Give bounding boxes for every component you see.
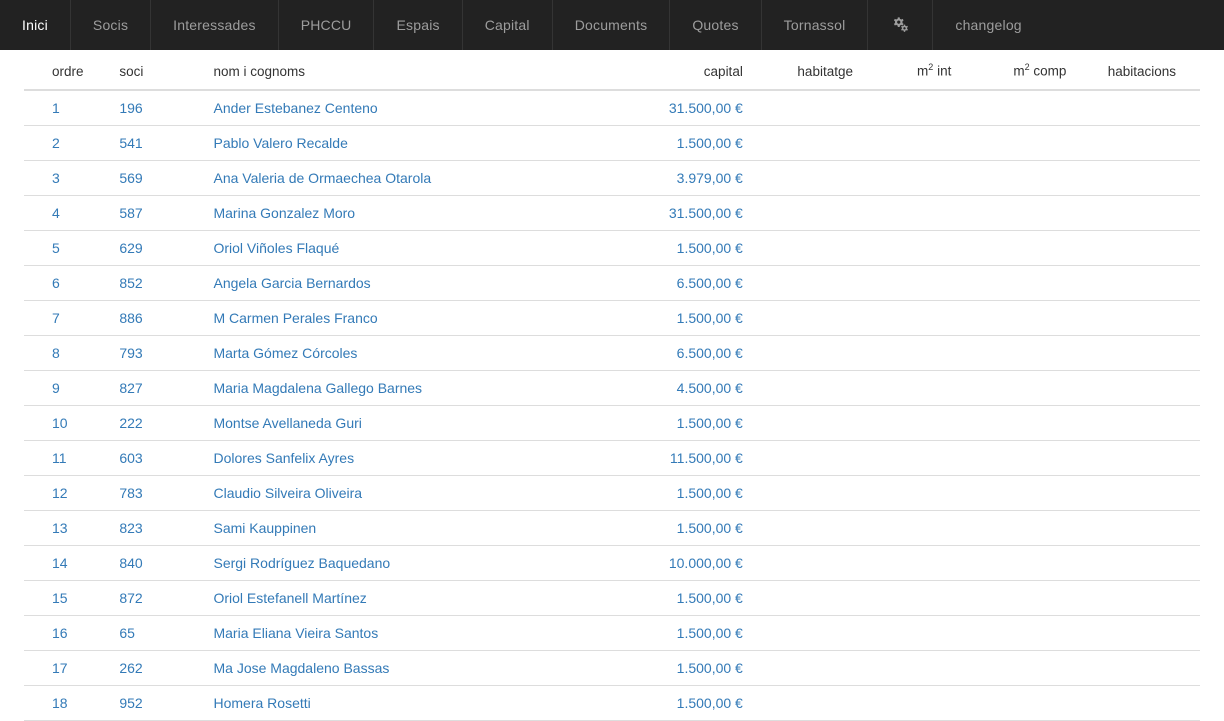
cell-nom — [193, 615, 507, 650]
cell-m2-int — [861, 125, 959, 160]
cell-habitatge — [767, 510, 861, 545]
soci-link[interactable]: M Carmen Perales Franco — [213, 309, 378, 326]
cell-habitacions — [1074, 475, 1200, 510]
cell-habitatge — [767, 230, 861, 265]
soci-link[interactable]: Marta Gómez Córcoles — [213, 344, 358, 361]
cell-nom — [193, 160, 507, 195]
cell-m2-int — [861, 405, 959, 440]
cell-soci: 569 — [99, 160, 193, 195]
table-row[interactable] — [24, 370, 1200, 405]
cell-habitatge — [767, 265, 861, 300]
cell-m2-int — [861, 90, 959, 126]
column-header-m2-comp[interactable] — [959, 50, 1074, 90]
cell-ordre: 2 — [24, 125, 99, 160]
cell-habitatge — [767, 300, 861, 335]
cell-m2-int — [861, 440, 959, 475]
cell-habitacions — [1074, 370, 1200, 405]
soci-link[interactable]: Pablo Valero Recalde — [213, 134, 348, 151]
cell-nom — [193, 475, 507, 510]
cell-habitacions — [1074, 335, 1200, 370]
cell-habitacions — [1074, 650, 1200, 685]
cell-m2-int — [861, 265, 959, 300]
cell-soci: 852 — [99, 265, 193, 300]
cell-soci: 823 — [99, 510, 193, 545]
cell-m2-comp — [959, 580, 1074, 615]
soci-link[interactable]: Oriol Viñoles Flaqué — [213, 239, 340, 256]
cell-m2-int — [861, 475, 959, 510]
soci-link[interactable]: Oriol Estefanell Martínez — [213, 589, 367, 606]
cell-ordre: 8 — [24, 335, 99, 370]
cell-habitacions — [1074, 440, 1200, 475]
nav-item-espais[interactable] — [373, 0, 462, 50]
cell-habitacions — [1074, 265, 1200, 300]
table-header-row — [24, 50, 1200, 90]
cell-soci: 196 — [99, 90, 193, 126]
nav-item-documents[interactable] — [552, 0, 671, 50]
nav-label: Tornassol — [783, 17, 846, 33]
cell-m2-int — [861, 545, 959, 580]
nav-label: Espais — [396, 17, 440, 33]
cell-m2-int — [861, 160, 959, 195]
cell-habitatge — [767, 580, 861, 615]
soci-link[interactable]: Claudio Silveira Oliveira — [213, 484, 363, 501]
column-header-capital[interactable]: capital — [507, 50, 766, 90]
cell-soci: 262 — [99, 650, 193, 685]
cell-habitacions — [1074, 160, 1200, 195]
cell-nom — [193, 265, 507, 300]
cell-ordre: 16 — [24, 615, 99, 650]
cell-soci: 840 — [99, 545, 193, 580]
cell-soci: 65 — [99, 615, 193, 650]
soci-link[interactable]: Sergi Rodríguez Baquedano — [213, 554, 391, 571]
cell-capital: 1.500,00 € — [507, 615, 766, 650]
soci-link[interactable]: Montse Avellaneda Guri — [213, 414, 362, 431]
cell-m2-int — [861, 685, 959, 720]
soci-link[interactable]: Angela Garcia Bernardos — [213, 274, 371, 291]
cell-ordre: 5 — [24, 230, 99, 265]
socis-table — [24, 50, 1200, 721]
soci-link[interactable]: Maria Magdalena Gallego Barnes — [213, 379, 423, 396]
cell-m2-comp — [959, 195, 1074, 230]
cell-ordre: 6 — [24, 265, 99, 300]
cell-habitatge — [767, 685, 861, 720]
cell-ordre: 1 — [24, 90, 99, 126]
column-header-habitatge[interactable]: habitatge — [767, 50, 861, 90]
table-body — [24, 90, 1200, 721]
cell-habitacions — [1074, 300, 1200, 335]
cell-capital: 1.500,00 € — [507, 685, 766, 720]
cell-nom — [193, 650, 507, 685]
nav-label: Inici — [22, 17, 48, 33]
soci-link[interactable]: Sami Kauppinen — [213, 519, 317, 536]
column-header-nom[interactable]: nom i cognoms — [193, 50, 507, 90]
cell-nom — [193, 300, 507, 335]
cell-nom — [193, 510, 507, 545]
cell-capital: 3.979,00 € — [507, 160, 766, 195]
cell-m2-comp — [959, 510, 1074, 545]
cell-habitacions — [1074, 90, 1200, 126]
table-row[interactable] — [24, 650, 1200, 685]
cell-habitacions — [1074, 405, 1200, 440]
cell-m2-int — [861, 650, 959, 685]
cell-capital: 11.500,00 € — [507, 440, 766, 475]
cell-habitatge — [767, 475, 861, 510]
cell-ordre: 7 — [24, 300, 99, 335]
cell-nom — [193, 440, 507, 475]
cell-m2-comp — [959, 440, 1074, 475]
cell-nom — [193, 230, 507, 265]
table-row[interactable] — [24, 300, 1200, 335]
nav-item-changelog[interactable] — [932, 0, 1043, 50]
m2-comp-suffix: comp — [1029, 63, 1067, 79]
cell-habitatge — [767, 195, 861, 230]
nav-label: Documents — [574, 17, 648, 33]
top-navbar — [0, 0, 1224, 50]
nav-label: Capital — [484, 17, 530, 33]
table-row[interactable] — [24, 545, 1200, 580]
soci-link[interactable]: Maria Eliana Vieira Santos — [213, 624, 379, 641]
soci-link[interactable]: Homera Rosetti — [213, 694, 311, 711]
table-row[interactable] — [24, 90, 1200, 126]
cell-m2-comp — [959, 650, 1074, 685]
nav-label: Interessades — [173, 17, 256, 33]
table-row[interactable] — [24, 405, 1200, 440]
cell-soci: 952 — [99, 685, 193, 720]
cell-ordre: 4 — [24, 195, 99, 230]
soci-link[interactable]: Dolores Sanfelix Ayres — [213, 449, 355, 466]
cell-habitatge — [767, 650, 861, 685]
cell-m2-comp — [959, 90, 1074, 126]
soci-link[interactable]: Marina Gonzalez Moro — [213, 204, 356, 221]
cell-habitatge — [767, 335, 861, 370]
cell-capital: 31.500,00 € — [507, 195, 766, 230]
cell-nom — [193, 195, 507, 230]
cell-ordre: 15 — [24, 580, 99, 615]
cell-habitatge — [767, 125, 861, 160]
cell-capital: 1.500,00 € — [507, 125, 766, 160]
cell-habitacions — [1074, 685, 1200, 720]
cell-m2-comp — [959, 125, 1074, 160]
cell-ordre: 9 — [24, 370, 99, 405]
cell-habitacions — [1074, 580, 1200, 615]
column-header-m2-int[interactable] — [861, 50, 959, 90]
cell-m2-int — [861, 335, 959, 370]
cell-nom — [193, 335, 507, 370]
cell-m2-comp — [959, 265, 1074, 300]
cell-soci: 886 — [99, 300, 193, 335]
table-row[interactable] — [24, 160, 1200, 195]
m2-comp-prefix: m — [1013, 63, 1025, 79]
m2-comp-sup: 2 — [1024, 62, 1030, 72]
nav-item-socis[interactable] — [70, 0, 151, 50]
cell-capital: 1.500,00 € — [507, 650, 766, 685]
cell-m2-int — [861, 580, 959, 615]
cell-m2-int — [861, 195, 959, 230]
cell-soci: 587 — [99, 195, 193, 230]
cell-habitacions — [1074, 510, 1200, 545]
cell-ordre: 17 — [24, 650, 99, 685]
cell-ordre: 18 — [24, 685, 99, 720]
cell-habitatge — [767, 440, 861, 475]
table-row[interactable] — [24, 265, 1200, 300]
cell-nom — [193, 685, 507, 720]
cell-capital: 1.500,00 € — [507, 230, 766, 265]
table-row[interactable] — [24, 580, 1200, 615]
nav-item-tornassol[interactable] — [761, 0, 869, 50]
cell-soci: 793 — [99, 335, 193, 370]
cell-habitacions — [1074, 195, 1200, 230]
cell-soci: 541 — [99, 125, 193, 160]
cell-m2-comp — [959, 545, 1074, 580]
cell-nom — [193, 370, 507, 405]
cell-nom — [193, 405, 507, 440]
table-row[interactable] — [24, 685, 1200, 720]
cell-capital: 1.500,00 € — [507, 510, 766, 545]
table-row[interactable] — [24, 615, 1200, 650]
cell-m2-comp — [959, 230, 1074, 265]
cell-m2-comp — [959, 335, 1074, 370]
cell-habitacions — [1074, 615, 1200, 650]
cell-ordre: 11 — [24, 440, 99, 475]
cell-ordre: 10 — [24, 405, 99, 440]
soci-link[interactable]: Ana Valeria de Ormaechea Otarola — [213, 169, 432, 186]
cell-m2-int — [861, 300, 959, 335]
nav-label: Socis — [92, 17, 129, 33]
cell-habitatge — [767, 90, 861, 126]
cell-m2-comp — [959, 370, 1074, 405]
nav-item-phccu[interactable] — [278, 0, 375, 50]
cell-capital: 31.500,00 € — [507, 90, 766, 126]
cell-m2-comp — [959, 685, 1074, 720]
cell-soci: 872 — [99, 580, 193, 615]
cell-m2-comp — [959, 405, 1074, 440]
cell-habitacions — [1074, 230, 1200, 265]
cell-nom — [193, 90, 507, 126]
cell-habitatge — [767, 405, 861, 440]
cell-habitacions — [1074, 125, 1200, 160]
cell-ordre: 13 — [24, 510, 99, 545]
table-row[interactable] — [24, 125, 1200, 160]
table-row[interactable] — [24, 440, 1200, 475]
nav-item-quotes[interactable] — [669, 0, 761, 50]
cell-m2-int — [861, 510, 959, 545]
m2-int-prefix: m — [917, 63, 929, 79]
table-row[interactable] — [24, 475, 1200, 510]
cell-soci: 603 — [99, 440, 193, 475]
cell-capital: 1.500,00 € — [507, 580, 766, 615]
cell-capital: 10.000,00 € — [507, 545, 766, 580]
nav-item-interessades[interactable] — [150, 0, 279, 50]
table-container — [0, 50, 1224, 721]
table-row[interactable] — [24, 510, 1200, 545]
cell-capital: 6.500,00 € — [507, 335, 766, 370]
cell-m2-comp — [959, 615, 1074, 650]
cell-habitatge — [767, 370, 861, 405]
cell-habitacions — [1074, 545, 1200, 580]
cell-capital: 6.500,00 € — [507, 265, 766, 300]
nav-item-inici[interactable] — [0, 0, 71, 50]
table-row[interactable] — [24, 230, 1200, 265]
m2-int-suffix: int — [933, 63, 952, 79]
gear-icon — [890, 16, 910, 34]
cell-m2-comp — [959, 160, 1074, 195]
cell-m2-comp — [959, 300, 1074, 335]
table-row[interactable] — [24, 195, 1200, 230]
table-row[interactable] — [24, 335, 1200, 370]
nav-item-settings[interactable] — [867, 0, 933, 50]
cell-habitatge — [767, 160, 861, 195]
soci-link[interactable]: Ander Estebanez Centeno — [213, 99, 378, 116]
cell-nom — [193, 125, 507, 160]
cell-habitatge — [767, 615, 861, 650]
nav-label: Quotes — [692, 17, 739, 33]
cell-m2-int — [861, 230, 959, 265]
nav-item-capital[interactable] — [462, 0, 553, 50]
nav-label: PHCCU — [300, 17, 352, 33]
cell-nom — [193, 580, 507, 615]
m2-int-sup: 2 — [928, 62, 934, 72]
cell-capital: 1.500,00 € — [507, 300, 766, 335]
cell-capital: 1.500,00 € — [507, 405, 766, 440]
cell-m2-comp — [959, 475, 1074, 510]
cell-m2-int — [861, 370, 959, 405]
cell-soci: 783 — [99, 475, 193, 510]
cell-m2-int — [861, 615, 959, 650]
nav-label: changelog — [955, 17, 1022, 33]
cell-nom — [193, 545, 507, 580]
cell-ordre: 12 — [24, 475, 99, 510]
soci-link[interactable]: Ma Jose Magdaleno Bassas — [213, 659, 390, 676]
table-header — [24, 50, 1200, 90]
cell-ordre: 14 — [24, 545, 99, 580]
cell-soci: 222 — [99, 405, 193, 440]
cell-soci: 827 — [99, 370, 193, 405]
cell-habitatge — [767, 545, 861, 580]
column-header-soci[interactable]: soci — [99, 50, 193, 90]
column-header-habitacions[interactable]: habitacions — [1074, 50, 1200, 90]
cell-capital: 4.500,00 € — [507, 370, 766, 405]
cell-capital: 1.500,00 € — [507, 475, 766, 510]
cell-soci: 629 — [99, 230, 193, 265]
cell-ordre: 3 — [24, 160, 99, 195]
column-header-ordre[interactable]: ordre — [24, 50, 99, 90]
